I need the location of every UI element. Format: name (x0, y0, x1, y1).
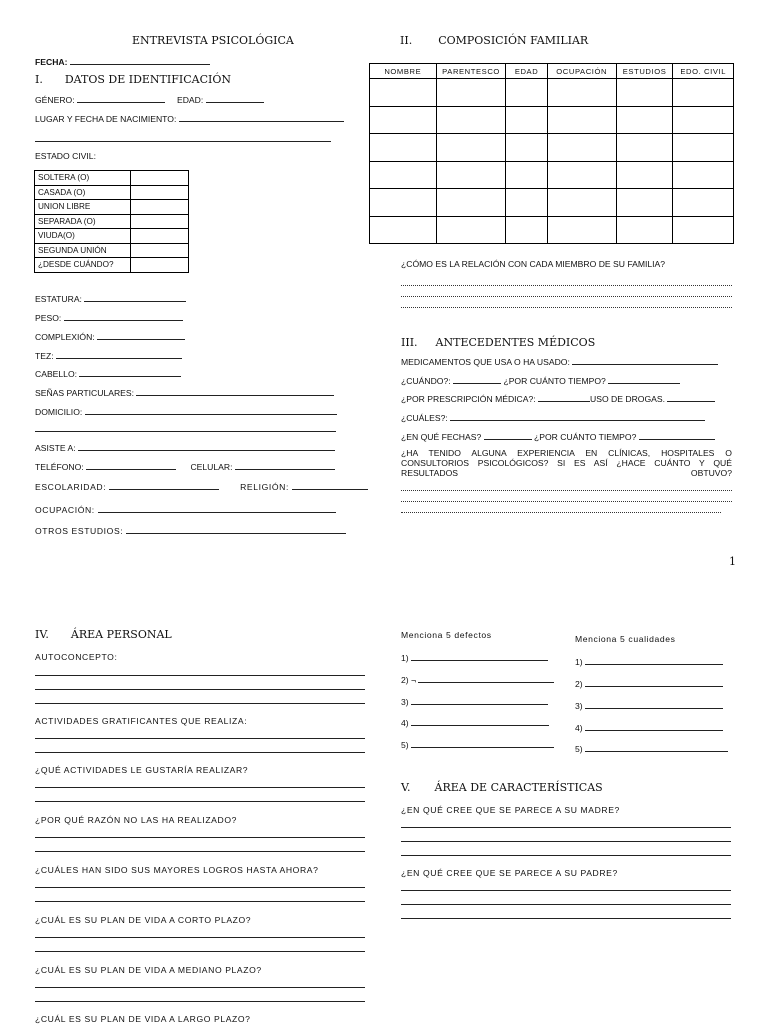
family-cell[interactable] (616, 189, 673, 217)
defectos-label: Menciona 5 defectos (401, 630, 492, 640)
complexion-field[interactable] (97, 331, 185, 340)
cuando-field[interactable] (453, 375, 501, 384)
logros-question: ¿CUÁLES HAN SIDO SUS MAYORES LOGROS HASTA AHORA? (35, 865, 319, 875)
family-cell[interactable] (547, 79, 616, 107)
family-cell[interactable] (506, 106, 547, 134)
peso-field[interactable] (64, 312, 183, 321)
fechas-row: ¿EN QUÉ FECHAS? ¿POR CUÁNTO TIEMPO? (401, 431, 715, 442)
senas-row: SEÑAS PARTICULARES: (35, 387, 334, 398)
family-cell[interactable] (673, 79, 734, 107)
family-cell[interactable] (547, 106, 616, 134)
family-column-header: PARENTESCO (436, 64, 506, 79)
family-column-header: EDAD (506, 64, 547, 79)
lugar-field-line-2[interactable] (35, 141, 331, 142)
cualidad-item (575, 743, 728, 754)
defecto-item-number: 5) (401, 740, 409, 750)
cualidad-item (575, 656, 723, 667)
telefono-row: TELÉFONO: CELULAR: (35, 461, 335, 472)
family-cell[interactable] (547, 216, 616, 244)
padre-line-1[interactable] (401, 890, 731, 891)
estado-civil-row (35, 229, 189, 244)
estado-civil-option: UNION LIBRE (35, 200, 131, 215)
cabello-row: CABELLO: (35, 368, 181, 379)
estado-civil-check-cell[interactable] (131, 171, 189, 186)
otros-estudios-field[interactable] (126, 525, 346, 534)
family-row (370, 216, 734, 244)
defecto-item (401, 652, 548, 663)
madre-question: ¿EN QUÉ CREE QUE SE PARECE A SU MADRE? (401, 805, 620, 815)
cualidad-item-field[interactable] (585, 722, 723, 731)
defecto-item (401, 739, 554, 750)
estatura-row: ESTATURA: (35, 293, 186, 304)
peso-row: PESO: (35, 312, 183, 323)
defecto-item-number: 1) (401, 653, 409, 663)
family-cell[interactable] (370, 161, 437, 189)
prescripcion-field[interactable] (538, 393, 590, 402)
family-cell[interactable] (506, 161, 547, 189)
family-cell[interactable] (673, 106, 734, 134)
estado-civil-row (35, 243, 189, 258)
asiste-row: ASISTE A: (35, 442, 335, 453)
family-cell[interactable] (673, 189, 734, 217)
defecto-item-field[interactable] (411, 696, 548, 705)
autoconcepto-line-1[interactable] (35, 675, 365, 676)
gustaria-question: ¿QUÉ ACTIVIDADES LE GUSTARÍA REALIZAR? (35, 765, 249, 775)
padre-question: ¿EN QUÉ CREE QUE SE PARECE A SU PADRE? (401, 868, 618, 878)
estado-civil-check-cell[interactable] (131, 185, 189, 200)
plan-mediano-line-2[interactable] (35, 1001, 365, 1002)
por-cuanto-field[interactable] (608, 375, 680, 384)
defecto-item (401, 717, 549, 728)
ocupacion-row: OCUPACIÓN: (35, 504, 336, 515)
family-cell[interactable] (616, 216, 673, 244)
genero-field[interactable] (77, 94, 165, 103)
cualidad-item (575, 678, 723, 689)
defecto-item-number: 4) (401, 718, 409, 728)
family-cell[interactable] (673, 134, 734, 162)
autoconcepto-label: AUTOCONCEPTO: (35, 652, 118, 662)
relacion-line-1[interactable] (401, 285, 732, 286)
family-row (370, 106, 734, 134)
experiencia-line-3[interactable] (401, 512, 721, 513)
family-cell[interactable] (506, 134, 547, 162)
celular-field[interactable] (235, 461, 335, 470)
family-row (370, 134, 734, 162)
domicilio-field-line-2[interactable] (35, 431, 336, 432)
cualidad-item-field[interactable] (585, 656, 723, 665)
defecto-item-field[interactable] (411, 717, 549, 726)
padre-line-3[interactable] (401, 918, 731, 919)
senas-field[interactable] (136, 387, 334, 396)
medicamentos-field[interactable] (572, 356, 718, 365)
cuando-row: ¿CUÁNDO?: ¿POR CUÁNTO TIEMPO? (401, 375, 680, 386)
escolaridad-field[interactable] (109, 481, 219, 490)
estado-civil-option: SEGUNDA UNIÓN (35, 243, 131, 258)
lugar-field[interactable] (179, 113, 344, 122)
cualidad-item-number: 1) (575, 657, 583, 667)
family-cell[interactable] (547, 189, 616, 217)
telefono-field[interactable] (86, 461, 176, 470)
defecto-item-number: 3) (401, 697, 409, 707)
family-row (370, 189, 734, 217)
family-column-header: OCUPACIÓN (547, 64, 616, 79)
cualidad-item-field[interactable] (585, 700, 723, 709)
estado-civil-option: CASADA (O) (35, 185, 131, 200)
family-cell[interactable] (436, 134, 506, 162)
gustaria-line-1[interactable] (35, 787, 365, 788)
asiste-field[interactable] (78, 442, 335, 451)
family-cell[interactable] (616, 79, 673, 107)
family-cell[interactable] (436, 106, 506, 134)
por-que-line-1[interactable] (35, 837, 365, 838)
cualidad-item (575, 722, 723, 733)
family-column-header: EDO. CIVIL (673, 64, 734, 79)
prescripcion-row: ¿POR PRESCRIPCIÓN MÉDICA?: USO DE DROGAS. (401, 393, 715, 404)
actividades-label: ACTIVIDADES GRATIFICANTES QUE REALIZA: (35, 716, 248, 726)
family-cell[interactable] (370, 134, 437, 162)
family-table (369, 63, 734, 244)
section-1-heading: I. DATOS DE IDENTIFICACIÓN (35, 73, 231, 86)
autoconcepto-line-3[interactable] (35, 703, 365, 704)
family-cell[interactable] (616, 161, 673, 189)
estado-civil-row (35, 200, 189, 215)
por-que-question: ¿POR QUÉ RAZÓN NO LAS HA REALIZADO? (35, 815, 237, 825)
plan-corto-line-1[interactable] (35, 937, 365, 938)
madre-line-2[interactable] (401, 841, 731, 842)
estado-civil-check-cell[interactable] (131, 258, 189, 273)
escolaridad-row: ESCOLARIDAD: RELIGIÓN: (35, 481, 368, 492)
family-cell[interactable] (370, 79, 437, 107)
logros-line-2[interactable] (35, 901, 365, 902)
plan-corto-question: ¿CUÁL ES SU PLAN DE VIDA A CORTO PLAZO? (35, 915, 252, 925)
padre-line-2[interactable] (401, 904, 731, 905)
lugar-row: LUGAR Y FECHA DE NACIMIENTO: (35, 113, 344, 124)
cualidad-item-field[interactable] (585, 743, 728, 752)
family-cell[interactable] (436, 216, 506, 244)
estado-civil-table (34, 170, 189, 273)
fecha-field[interactable] (70, 56, 210, 65)
defecto-item (401, 696, 548, 707)
domicilio-field[interactable] (85, 406, 337, 415)
experiencia-line-2[interactable] (401, 501, 732, 502)
section-5-heading: V. ÁREA DE CARACTERÍSTICAS (401, 781, 603, 794)
estatura-field[interactable] (84, 293, 186, 302)
family-cell[interactable] (370, 189, 437, 217)
domicilio-row: DOMICILIO: (35, 406, 337, 417)
cualidad-item-number: 2) (575, 679, 583, 689)
tez-row: TEZ: (35, 350, 182, 361)
plan-mediano-question: ¿CUÁL ES SU PLAN DE VIDA A MEDIANO PLAZO? (35, 965, 262, 975)
actividades-line-2[interactable] (35, 752, 365, 753)
por-cuanto-2-field[interactable] (639, 431, 715, 440)
plan-corto-line-2[interactable] (35, 951, 365, 952)
estado-civil-check-cell[interactable] (131, 200, 189, 215)
otros-estudios-row: OTROS ESTUDIOS: (35, 525, 346, 536)
complexion-row: COMPLEXIÓN: (35, 331, 185, 342)
family-cell[interactable] (616, 106, 673, 134)
defecto-item (401, 674, 554, 685)
edad-field[interactable] (206, 94, 264, 103)
family-row (370, 161, 734, 189)
madre-line-3[interactable] (401, 855, 731, 856)
por-que-line-2[interactable] (35, 851, 365, 852)
estado-civil-option: ¿DESDE CUÁNDO? (35, 258, 131, 273)
family-cell[interactable] (436, 189, 506, 217)
plan-largo-question: ¿CUÁL ES SU PLAN DE VIDA A LARGO PLAZO? (35, 1014, 251, 1024)
relacion-line-3[interactable] (401, 307, 732, 308)
madre-line-1[interactable] (401, 827, 731, 828)
estado-civil-option: SOLTERA (O) (35, 171, 131, 186)
ocupacion-field[interactable] (98, 504, 336, 513)
cuales-field[interactable] (450, 412, 705, 421)
actividades-line-1[interactable] (35, 738, 365, 739)
defecto-item-number: 2) ¬ (401, 675, 417, 685)
family-column-header: NOMBRE (370, 64, 437, 79)
experiencia-question: ¿HA TENIDO ALGUNA EXPERIENCIA EN CLÍNICAS, HOSPITALES O CONSULTORIOS PSICOLÓGICOS? SI ES ASÍ ¿HACE CUÁNTO Y QUÉ RESULTADOS OBTUVO? (401, 448, 732, 478)
cualidad-item-number: 4) (575, 723, 583, 733)
uso-drogas-field[interactable] (667, 393, 715, 402)
estado-civil-check-cell[interactable] (131, 243, 189, 258)
tez-field[interactable] (56, 350, 182, 359)
section-3-heading: III. ANTECEDENTES MÉDICOS (401, 336, 596, 349)
cualidades-label: Menciona 5 cualidades (575, 634, 676, 644)
estado-civil-check-cell[interactable] (131, 229, 189, 244)
cuales-row: ¿CUÁLES?: (401, 412, 705, 423)
estado-civil-row (35, 185, 189, 200)
fecha-label: FECHA: (35, 56, 210, 67)
gustaria-line-2[interactable] (35, 801, 365, 802)
family-cell[interactable] (436, 79, 506, 107)
cualidad-item-field[interactable] (585, 678, 723, 687)
estado-civil-option: VIUDA(O) (35, 229, 131, 244)
defecto-item-field[interactable] (411, 739, 554, 748)
defecto-item-field[interactable] (411, 652, 548, 661)
estado-civil-option: SEPARADA (O) (35, 214, 131, 229)
estado-civil-row (35, 214, 189, 229)
plan-mediano-line-1[interactable] (35, 987, 365, 988)
cualidad-item-number: 5) (575, 744, 583, 754)
cabello-field[interactable] (79, 368, 181, 377)
family-cell[interactable] (370, 106, 437, 134)
section-4-heading: IV. ÁREA PERSONAL (35, 628, 172, 641)
relacion-line-2[interactable] (401, 296, 732, 297)
autoconcepto-line-2[interactable] (35, 689, 365, 690)
religion-field[interactable] (292, 481, 368, 490)
family-cell[interactable] (436, 161, 506, 189)
family-cell[interactable] (370, 216, 437, 244)
logros-line-1[interactable] (35, 887, 365, 888)
page-title: ENTREVISTA PSICOLÓGICA (132, 34, 294, 47)
medicamentos-row: MEDICAMENTOS QUE USA O HA USADO: (401, 356, 718, 367)
family-cell[interactable] (506, 189, 547, 217)
page-number: 1 (729, 555, 736, 568)
estado-civil-label: ESTADO CIVIL: (35, 151, 96, 161)
estado-civil-check-cell[interactable] (131, 214, 189, 229)
genero-row: GÉNERO: EDAD: (35, 94, 264, 105)
family-row (370, 79, 734, 107)
section-2-heading: II. COMPOSICIÓN FAMILIAR (400, 34, 589, 47)
relacion-question: ¿CÓMO ES LA RELACIÓN CON CADA MIEMBRO DE SU FAMILIA? (401, 259, 666, 269)
family-column-header: ESTUDIOS (616, 64, 673, 79)
family-cell[interactable] (673, 161, 734, 189)
family-cell[interactable] (616, 134, 673, 162)
cualidad-item-number: 3) (575, 701, 583, 711)
estado-civil-row (35, 171, 189, 186)
experiencia-line-1[interactable] (401, 490, 732, 491)
family-cell[interactable] (547, 134, 616, 162)
estado-civil-row (35, 258, 189, 273)
family-cell[interactable] (506, 79, 547, 107)
family-cell[interactable] (547, 161, 616, 189)
fechas-field[interactable] (484, 431, 532, 440)
defecto-item-field[interactable] (418, 674, 554, 683)
family-cell[interactable] (506, 216, 547, 244)
cualidad-item (575, 700, 723, 711)
family-cell[interactable] (673, 216, 734, 244)
